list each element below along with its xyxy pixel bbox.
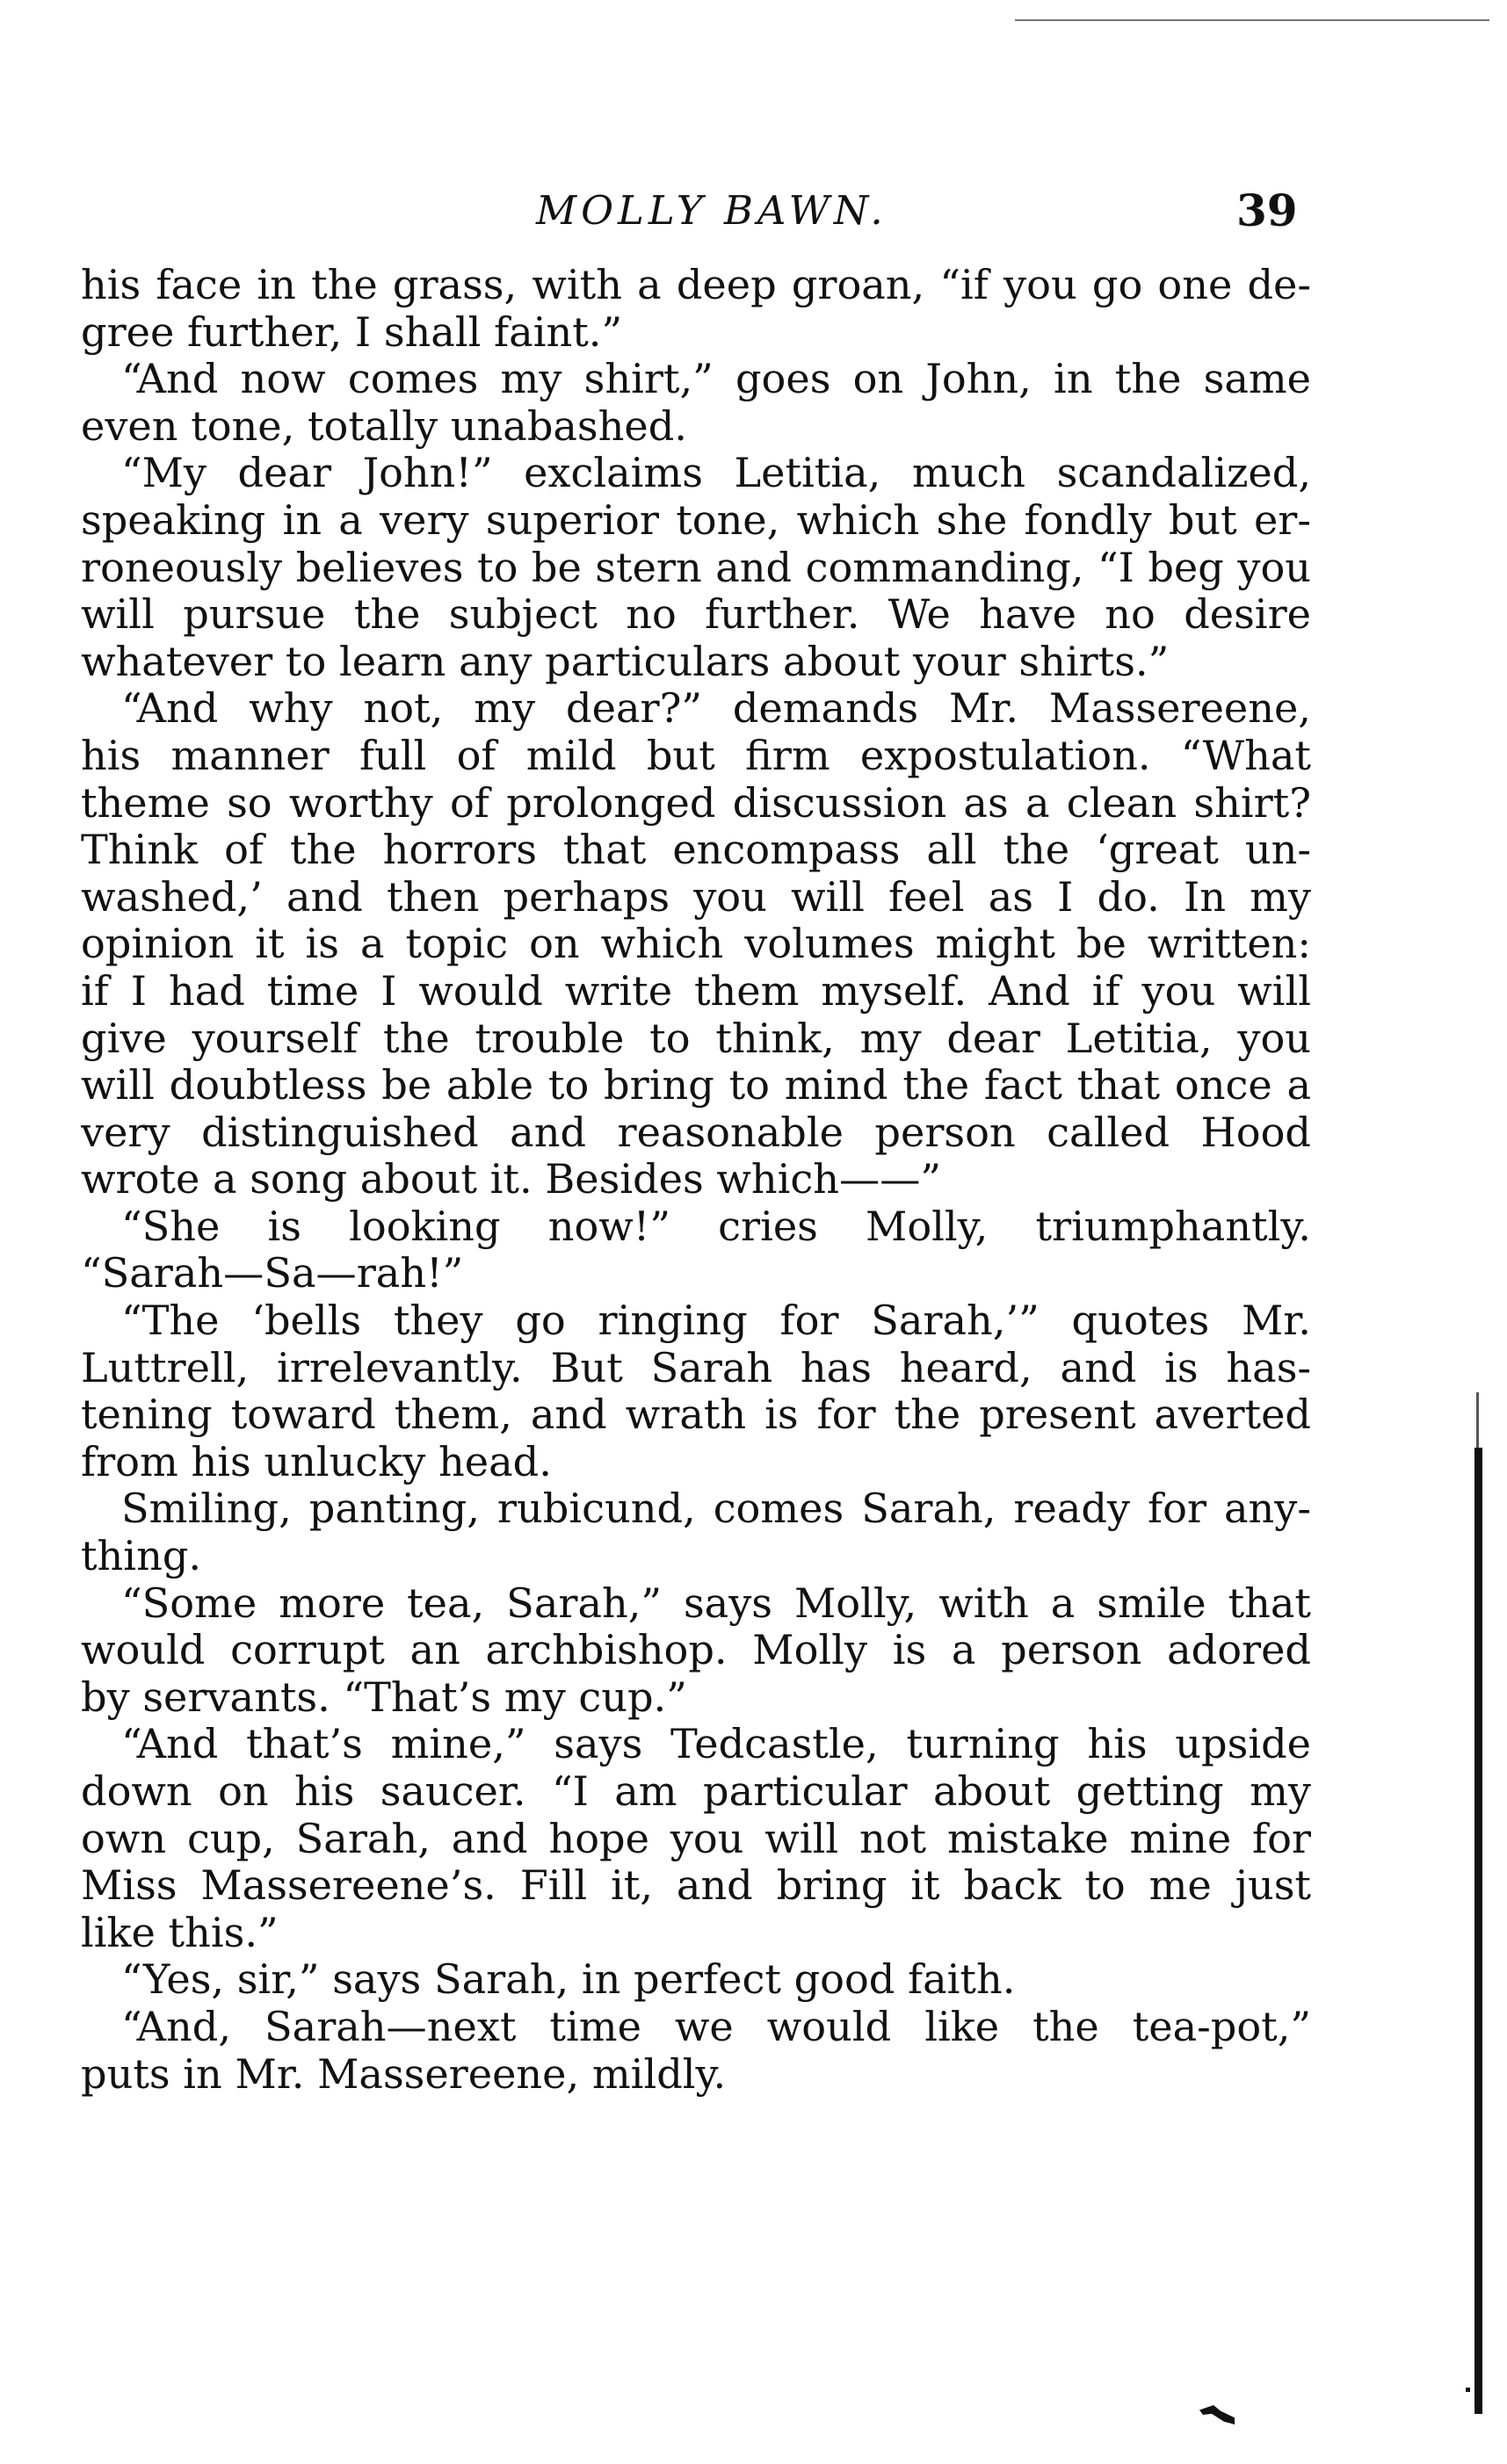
- text-line: very distinguished and reasonable person called Hood: [81, 1109, 1311, 1156]
- text-line: give yourself the trouble to think, my dear Letitia, you: [81, 1015, 1311, 1062]
- text-line: by servants. “That’s my cup.”: [81, 1673, 687, 1721]
- text-line: Smiling, panting, rubicund, comes Sarah, ready for any-: [121, 1485, 1311, 1533]
- text-line: his face in the grass, with a deep groan, “if you go one de-: [81, 262, 1311, 308]
- text-line: if I had time I would write them myself. And if you will: [81, 967, 1311, 1015]
- text-line: “And that’s mine,” says Tedcastle, turning his upside: [121, 1721, 1311, 1768]
- text-line: “My dear John!” exclaims Letitia, much scandalized,: [121, 450, 1311, 497]
- text-line: thing.: [81, 1533, 202, 1580]
- text-line: washed,’ and then perhaps you will feel as I do. In my: [81, 873, 1311, 921]
- text-line: even tone, totally unabashed.: [81, 402, 687, 450]
- text-line: from his unlucky head.: [81, 1438, 552, 1485]
- text-line: Luttrell, irrelevantly. But Sarah has heard, and is has-: [81, 1344, 1311, 1391]
- text-line: Think of the horrors that encompass all the ‘great un-: [81, 827, 1311, 874]
- text-line: whatever to learn any particulars about your shirts.”: [81, 638, 1170, 685]
- text-line: “The ‘bells they go ringing for Sarah,’” quotes Mr.: [121, 1297, 1311, 1345]
- text-line: will pursue the subject no further. We have no desire: [81, 591, 1311, 639]
- ink-speck: [1199, 2405, 1235, 2424]
- text-line: gree further, I shall faint.”: [81, 308, 623, 356]
- text-line: “Sarah—Sa—rah!”: [81, 1250, 464, 1297]
- text-line: “She is looking now!” cries Molly, triumphantly.: [121, 1203, 1311, 1250]
- text-line: down on his saucer. “I am particular about getting my: [81, 1768, 1311, 1815]
- text-line: “And, Sarah—next time we would like the tea-pot,”: [121, 2003, 1311, 2050]
- text-line: will doubtless be able to bring to mind the fact that once a: [81, 1062, 1311, 1109]
- text-line: Miss Massereene’s. Fill it, and bring it back to me just: [81, 1862, 1311, 1910]
- text-line: puts in Mr. Massereene, mildly.: [81, 2050, 727, 2098]
- running-title: MOLLY BAWN.: [536, 187, 888, 234]
- text-line: like this.”: [81, 1909, 279, 1956]
- running-header: [81, 180, 1311, 242]
- text-line: his manner full of mild but firm expostulation. “What: [81, 732, 1311, 779]
- top-rule: [1015, 19, 1489, 21]
- text-line: “Some more tea, Sarah,” says Molly, with a smile that: [121, 1579, 1311, 1627]
- text-line: “And why not, my dear?” demands Mr. Massereene,: [121, 685, 1311, 733]
- text-line: opinion it is a topic on which volumes might be written:: [81, 921, 1311, 968]
- text-line: would corrupt an archbishop. Molly is a person adored: [81, 1627, 1311, 1674]
- text-line: speaking in a very superior tone, which she fondly but er-: [81, 496, 1311, 544]
- text-line: “And now comes my shirt,” goes on John, in the same: [121, 356, 1311, 403]
- margin-rule-upper: [1476, 1392, 1479, 1448]
- text-line: own cup, Sarah, and hope you will not mistake mine for: [81, 1815, 1311, 1862]
- text-line: roneously believes to be stern and commanding, “I beg you: [81, 544, 1311, 591]
- text-line: “Yes, sir,” says Sarah, in perfect good faith.: [121, 1956, 1016, 2004]
- body-text: [81, 262, 1311, 2098]
- page-number: 39: [1236, 184, 1298, 236]
- text-line: tening toward them, and wrath is for the present averted: [81, 1391, 1311, 1439]
- text-line: wrote a song about it. Besides which——”: [81, 1156, 942, 1203]
- text-line: theme so worthy of prolonged discussion as a clean shirt?: [81, 779, 1311, 827]
- margin-rule: [1474, 1448, 1482, 2414]
- ink-dot: [1466, 2388, 1470, 2392]
